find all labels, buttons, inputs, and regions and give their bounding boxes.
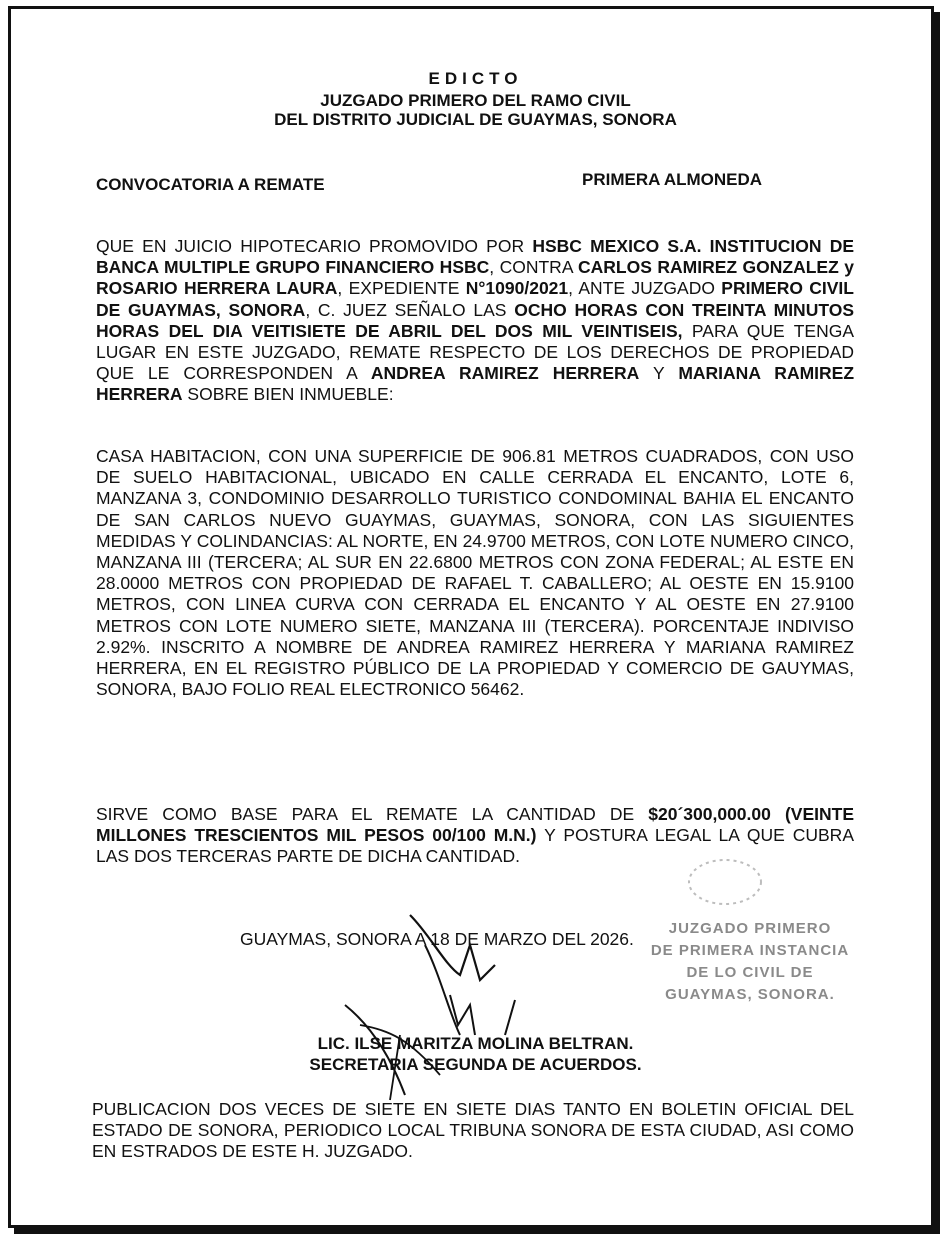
intro-bold-3: N°1090/2021 <box>465 278 569 299</box>
intro-bold-7: MARIANA RAMIREZ HERRERA <box>96 363 855 405</box>
paragraph-property: CASA HABITACION, CON UNA SUPERFICIE DE 906.81 METROS CUADRADOS, CON USO DE SUELO HABITACIONAL, UBICADO EN CALLE CERRADA EL ENCANTO, LOTE 6, MANZANA 3, CONDOMINIO DESARROLLO TURISTICO CONDOMINAL BAHIA EL ENCANTO DE SAN CARLOS NUEVO GUAYMAS, GUAYMAS, SONORA, CON LAS SIGUIENTES MEDIDAS Y COLINDANCIAS: AL NORTE, EN 24.9700 METROS, CON LOTE NUMERO CINCO, MANZANA III (TERCERA; AL SUR EN 22.6800 METROS CON ZONA FEDERAL; AL ESTE EN 28.0000 METROS CON PROPIEDAD DE RAFAEL T. CABALLERO; AL OESTE EN 15.9100 METROS, CON LINEA CURVA CON CERRADA EL ENCANTO Y AL OESTE EN 27.9100 METROS CON LOTE NUMERO SIETE, MANZANA III (TERCERA). PORCENTAJE INDIVISO 2.92%. INSCRITO A NOMBRE DE ANDREA RAMIREZ HERRERA Y MARIANA RAMIREZ HERRERA, EN EL REGISTRO PÚBLICO DE LA PROPIEDAD Y COMERCIO DE GAUYMAS, SONORA, BAJO FOLIO REAL ELECTRONICO 56462. <box>96 446 854 700</box>
almoneda-label: PRIMERA ALMONEDA <box>582 170 763 189</box>
price-text-2: Y POSTURA LEGAL LA QUE CUBRA LAS DOS TERCERAS PARTE DE DICHA CANTIDAD. <box>96 825 854 867</box>
intro-text-2: , CONTRA <box>489 257 578 278</box>
convocatoria-label: CONVOCATORIA A REMATE <box>96 175 325 194</box>
intro-text-7: Y <box>639 363 679 384</box>
stamp-line-2: DE PRIMERA INSTANCIA <box>650 942 850 959</box>
intro-text-4: , ANTE JUZGADO <box>568 278 722 299</box>
intro-text-6: PARA QUE TENGA LUGAR EN ESTE JUZGADO, REMATE RESPECTO DE LOS DERECHOS DE PROPIEDAD QUE LE CORRESPONDEN A <box>96 320 854 384</box>
intro-bold-2: CARLOS RAMIREZ GONZALEZ y ROSARIO HERRERA LAURA <box>96 257 854 299</box>
price-text-1: SIRVE COMO BASE PARA EL REMATE LA CANTIDAD DE <box>96 804 649 824</box>
signer-title: SECRETARIA SEGUNDA DE ACUERDOS. <box>309 1055 642 1074</box>
intro-text-1: QUE EN JUICIO HIPOTECARIO PROMOVIDO POR <box>96 236 533 256</box>
stamp-line-3: DE LO CIVIL DE <box>686 964 814 981</box>
intro-text-5: , C. JUEZ SEÑALO LAS <box>305 299 515 320</box>
paragraph-intro <box>96 236 854 406</box>
intro-bold-4: PRIMERO CIVIL DE GUAYMAS, SONORA <box>96 278 854 320</box>
stamp-line-4: GUAYMAS, SONORA. <box>665 986 835 1003</box>
seal-mark <box>680 852 770 912</box>
price-amount: $20´300,000.00 (VEINTE MILLONES TRESCIENTOS MIL PESOS 00/100 M.N.) <box>96 804 854 846</box>
intro-bold-6: ANDREA RAMIREZ HERRERA <box>370 363 640 384</box>
stamp-line-1: JUZGADO PRIMERO <box>668 920 832 937</box>
intro-text-8: SOBRE BIEN INMUEBLE: <box>182 384 394 405</box>
court-stamp <box>630 918 870 1006</box>
intro-bold-1: HSBC MEXICO S.A. INSTITUCION DE BANCA MULTIPLE GRUPO FINANCIERO HSBC <box>96 236 855 278</box>
doc-title: EDICTO <box>428 69 523 88</box>
intro-bold-5: OCHO HORAS CON TREINTA MINUTOS HORAS DEL DIA VEITISIETE DE ABRIL DEL DOS MIL VEINTISEIS, <box>96 299 854 341</box>
court-name: JUZGADO PRIMERO DEL RAMO CIVIL <box>320 91 631 110</box>
court-district: DEL DISTRITO JUDICIAL DE GUAYMAS, SONORA <box>274 110 677 129</box>
date-line: GUAYMAS, SONORA A 18 DE MARZO DEL 2026. <box>240 929 634 949</box>
intro-text-3: , EXPEDIENTE <box>337 278 466 299</box>
paragraph-publication: PUBLICACION DOS VECES DE SIETE EN SIETE DIAS TANTO EN BOLETIN OFICIAL DEL ESTADO DE SONORA, PERIODICO LOCAL TRIBUNA SONORA DE ESTA CIUDAD, ASI COMO EN ESTRADOS DE ESTE H. JUZGADO. <box>92 1099 854 1162</box>
signer-name: LIC. ILSE MARITZA MOLINA BELTRAN. <box>317 1034 634 1053</box>
